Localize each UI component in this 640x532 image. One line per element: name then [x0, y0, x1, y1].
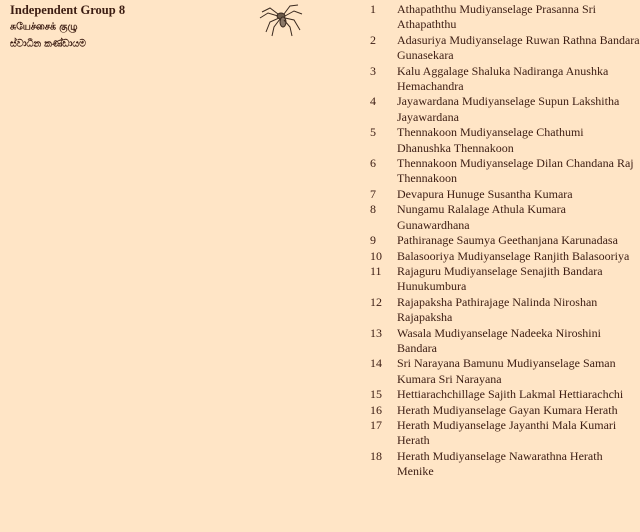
candidate-number: 4 — [370, 94, 376, 109]
candidate-name: Sri Narayana Bamunu Mudiyanselage Saman Kumara Sri Narayana — [397, 356, 616, 386]
candidate-item — [370, 326, 640, 357]
candidate-number: 13 — [370, 325, 382, 340]
candidate-number: 2 — [370, 32, 376, 47]
candidate-name: Herath Mudiyanselage Gayan Kumara Herath — [397, 402, 618, 417]
candidate-item — [370, 387, 640, 402]
candidate-number: 1 — [370, 2, 376, 16]
candidate-name: Herath Mudiyanselage Jayanthi Mala Kumari Herath — [397, 417, 617, 448]
candidate-item — [370, 187, 640, 202]
candidate-number: 9 — [370, 233, 376, 248]
candidate-item — [370, 33, 640, 64]
group-title-tamil: சுயேச்சைக் குழு — [10, 20, 78, 33]
candidate-item — [370, 418, 640, 449]
candidate-item — [370, 356, 640, 387]
candidate-item — [370, 125, 640, 156]
candidate-name: Wasala Mudiyanselage Nadeeka Niroshini Bandara — [397, 325, 601, 355]
group-header — [10, 2, 125, 52]
candidate-number: 12 — [370, 294, 382, 309]
candidate-item — [370, 264, 640, 295]
candidate-item — [370, 295, 640, 326]
candidate-number: 10 — [370, 248, 382, 263]
candidate-item — [370, 94, 640, 125]
group-title-sinhala: ස්වාධීන කණ්ඩායම — [10, 37, 86, 50]
candidate-number: 11 — [370, 263, 382, 278]
candidate-item — [370, 202, 640, 233]
candidate-name: Athapaththu Mudiyanselage Prasanna Sri Athapaththu — [397, 2, 596, 32]
candidate-number: 5 — [370, 125, 376, 140]
candidate-number: 16 — [370, 402, 382, 417]
candidate-name: Rajaguru Mudiyanselage Senajith Bandara Hunukumbura — [397, 263, 603, 294]
candidate-item — [370, 64, 640, 95]
candidate-name: Thennakoon Mudiyanselage Chathumi Dhanushka Thennakoon — [397, 125, 584, 155]
candidate-name: Hettiarachchillage Sajith Lakmal Hettiarachchi — [397, 387, 624, 402]
candidate-number: 8 — [370, 202, 376, 217]
candidate-number: 14 — [370, 356, 382, 371]
candidate-name: Nungamu Ralalage Athula Kumara Gunawardhana — [397, 202, 566, 232]
candidate-item — [370, 449, 640, 480]
candidate-number: 6 — [370, 156, 376, 171]
candidate-number: 7 — [370, 186, 376, 201]
group-title: Independent Group 8 — [10, 3, 126, 17]
candidate-list — [370, 2, 640, 480]
candidate-name: Herath Mudiyanselage Nawarathna Herath Menike — [397, 448, 603, 479]
candidate-item — [370, 249, 640, 264]
candidate-number: 3 — [370, 63, 376, 78]
spider-icon — [258, 2, 304, 38]
candidate-item — [370, 403, 640, 418]
candidate-number: 18 — [370, 448, 382, 463]
candidate-name: Thennakoon Mudiyanselage Dilan Chandana Raj Thennakoon — [397, 156, 634, 186]
candidate-number: 17 — [370, 417, 382, 432]
candidate-name: Devapura Hunuge Susantha Kumara — [397, 186, 573, 201]
candidate-name: Balasooriya Mudiyanselage Ranjith Balasooriya — [397, 248, 630, 263]
candidate-name: Jayawardana Mudiyanselage Supun Lakshitha Jayawardana — [397, 94, 620, 124]
candidate-item — [370, 156, 640, 187]
candidate-name: Pathiranage Saumya Geethanjana Karunadasa — [397, 233, 618, 248]
candidate-item — [370, 2, 640, 33]
candidate-number: 15 — [370, 387, 382, 402]
candidate-name: Adasuriya Mudiyanselage Ruwan Rathna Bandara Gunasekara — [397, 32, 640, 63]
candidate-item — [370, 233, 640, 248]
candidate-name: Kalu Aggalage Shaluka Nadiranga Anushka Hemachandra — [397, 63, 609, 94]
candidate-name: Rajapaksha Pathirajage Nalinda Niroshan Rajapaksha — [397, 294, 598, 325]
